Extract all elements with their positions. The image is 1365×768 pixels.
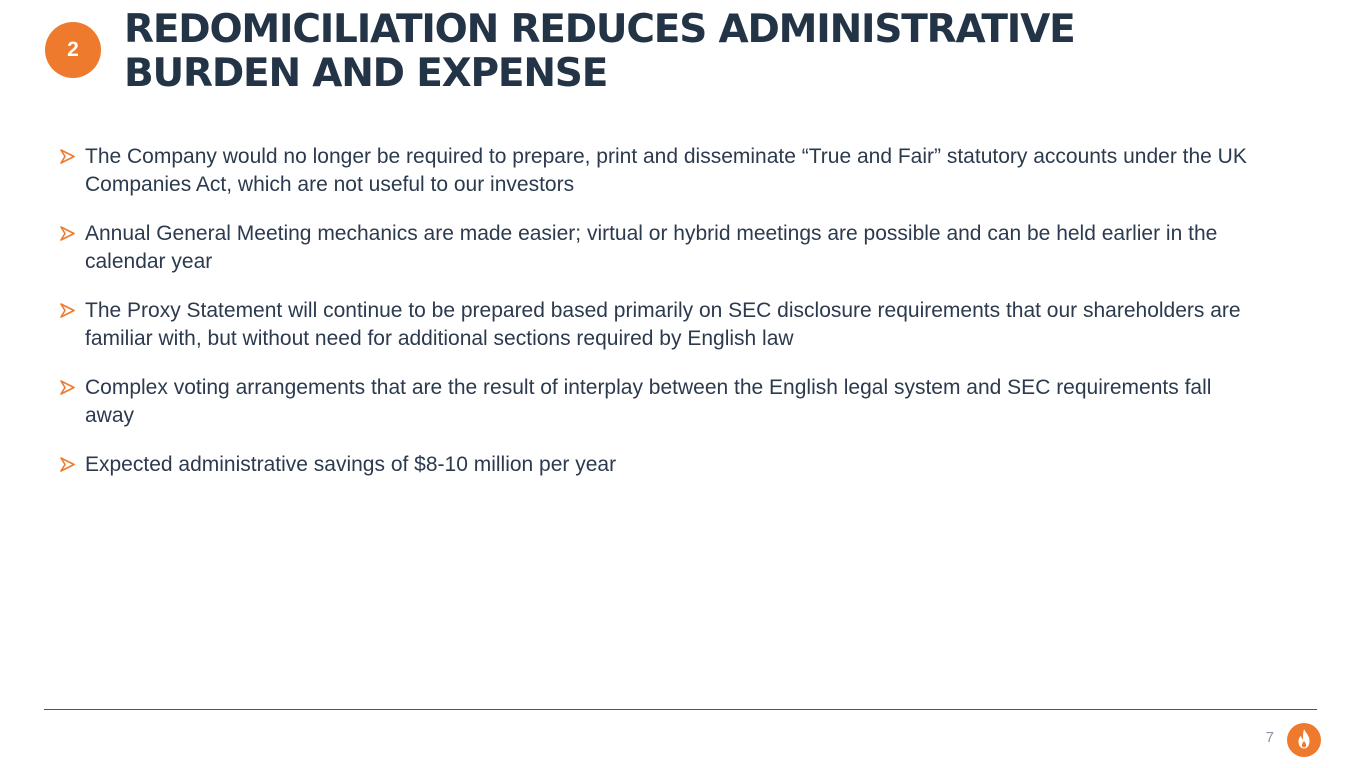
flame-logo-icon: [1286, 722, 1322, 758]
arrow-bullet-icon: [60, 143, 85, 164]
section-number-badge: 2: [45, 22, 101, 78]
bullet-list: [60, 143, 1260, 501]
arrow-bullet-icon: [60, 374, 85, 395]
bullet-text: The Proxy Statement will continue to be prepared based primarily on SEC disclosure requirements that our shareholders are familiar with, but without need for additional sections required by English law: [85, 299, 1241, 350]
list-item: [60, 220, 1260, 275]
page-number: 7: [1265, 729, 1274, 746]
list-item: [60, 374, 1260, 429]
bullet-text: Complex voting arrangements that are the result of interplay between the English legal system and SEC requirements fall away: [85, 376, 1212, 427]
list-item: [60, 451, 1260, 479]
bullet-text: Annual General Meeting mechanics are made easier; virtual or hybrid meetings are possible and can be held earlier in the calendar year: [85, 222, 1218, 273]
bullet-text: Expected administrative savings of $8-10 million per year: [85, 453, 617, 476]
list-item: [60, 143, 1260, 198]
arrow-bullet-icon: [60, 451, 85, 472]
arrow-bullet-icon: [60, 297, 85, 318]
bullet-text: The Company would no longer be required to prepare, print and disseminate “True and Fair” statutory accounts under the UK Companies Act, which are not useful to our investors: [85, 145, 1247, 196]
footer-divider: [44, 709, 1317, 710]
arrow-bullet-icon: [60, 220, 85, 241]
page-title: [124, 8, 1304, 96]
list-item: [60, 297, 1260, 352]
page-title-line-2: BURDEN AND EXPENSE: [124, 51, 608, 96]
page-title-line-1: REDOMICILIATION REDUCES ADMINISTRATIVE: [124, 7, 1075, 52]
